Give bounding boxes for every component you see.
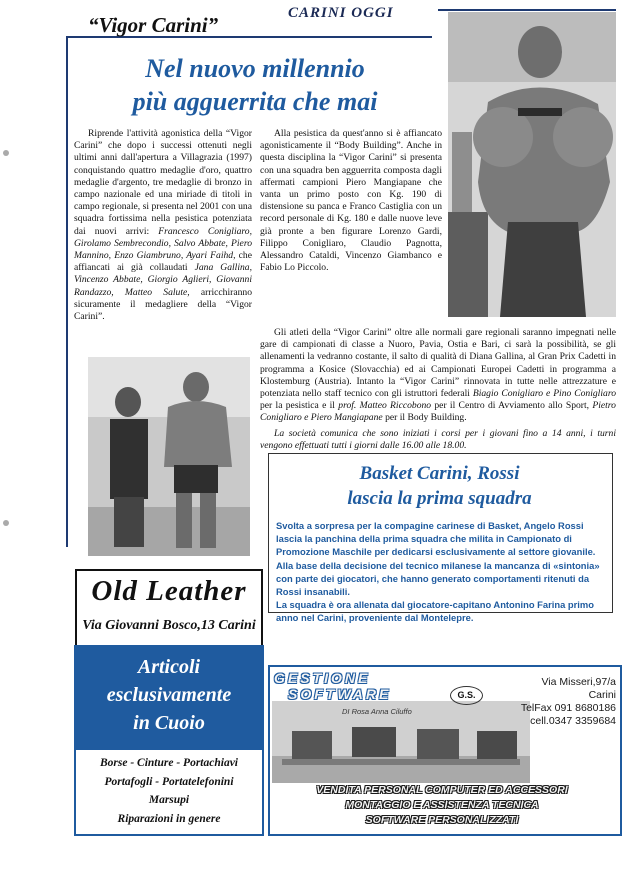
paragraph: Svolta a sorpresa per la compagine carinese di Basket, Angelo Rossi lascia la panchina della prima squadra che milita in Campionato di Promozione Maschile per dedicarsi esclusivamente al settore giovanile. xyxy=(276,520,596,558)
coach-names: Pietro Conigliaro e Piero Mangiapane xyxy=(260,400,616,424)
service-line: SOFTWARE PERSONALIZZATI xyxy=(365,814,519,826)
item-line: Portafogli - Portatelefonini xyxy=(104,775,234,788)
text-run: Riprende l'attività agonistica della “Vigor Carini” che dopo i successi ottenuti negli ultimi anni dall'apertura a Villagrazia (1997) conquistando quattro medaglie d'oro, quattro medaglie d'argento, tre medaglie di bronzo in campo nazionale ed una miriade di titoli in campo regionale, si presenta nel 2001 con una squadra fortissima nella pesistica potenziata dai nuovi arrivi: xyxy=(74,128,252,237)
frame-top-rule-right xyxy=(438,9,616,11)
binder-hole xyxy=(3,150,9,156)
owner-name: DI Rosa Anna Ciluffo xyxy=(342,707,412,716)
gs-logo: G.S. xyxy=(450,686,483,705)
title-line: Articoli xyxy=(137,656,201,678)
article-wide-section xyxy=(260,327,616,455)
brand-line: GESTIONE xyxy=(274,670,371,686)
text-run: per la pesistica e il xyxy=(260,400,339,412)
text-run: Gli atleti della “Vigor Carini” oltre alle normali gare regionali saranno impegnati nelle gare di campionati di classe a Nuoro, Pavia, Ostia e Bari, ci sarà la possibilità, se gli allenamenti la vedranno costante, il salto di qualità di Diana Gallina, al Gran Prix Cadetti in programma a Kosice (Slovacchia) ed ai Campionati Europei Cadetti in programma a Klostemburg (Austria). Intanto la “Vigor Carini” rinnovata in tutte nelle attrezzature e potenziata nello staff tecnico con gli istruttori federali xyxy=(260,327,616,400)
text-run: che affiancati ai già collaudati xyxy=(74,250,252,274)
headline-line: Basket Carini, Rossi xyxy=(359,463,520,484)
cell: cell.0347 3359684 xyxy=(530,715,616,727)
article-column-2 xyxy=(260,128,442,277)
city: Carini xyxy=(588,689,616,701)
gestione-software-brand xyxy=(274,670,424,703)
gestione-software-contact xyxy=(490,676,616,728)
headline-line: Nel nuovo millennio xyxy=(145,54,365,83)
headline-line: più agguerrita che mai xyxy=(132,87,378,116)
article-column-1 xyxy=(74,128,252,326)
section-title: “Vigor Carini” xyxy=(88,13,219,37)
athlete-names: Jana Gallina, Vincenzo Abbate, Giorgio Aglieri, Giovanni Randazzo, Matteo Salute, xyxy=(74,262,252,298)
service-line: VENDITA PERSONAL COMPUTER ED ACCESSORI xyxy=(316,784,568,796)
paragraph: La società comunica che sono iniziati i corsi per i giovani fino a 14 anni, i turni vengono effettuati tutti i giorni dalle 16.00 alle 18.00. xyxy=(260,427,616,451)
text-run: per il Body Building. xyxy=(382,412,467,424)
address: Via Misseri,97/a xyxy=(541,676,616,688)
coach-names: prof. Matteo Riccobono xyxy=(338,400,432,412)
item-line: Borse - Cinture - Portachiavi xyxy=(99,757,238,769)
item-line: Riparazioni in genere xyxy=(117,812,221,825)
text-run: per il Centro di Avviamento allo Sport, xyxy=(431,400,593,412)
article-headline xyxy=(70,52,440,118)
basket-body xyxy=(276,519,606,625)
paragraph: Alla pesistica da quest'anno si è affiancato agonisticamente il “Body Building”. Anche in questa disciplina la “Vigor Carini” si presenta con una squadra ben agguerrita composta dagli affermati campioni Piero Mangiapane che vanta un primo posto con Kg. 190 di distensione su panca e Franco Castiglia con un record personale di Kg. 180 e dalle nuove leve già pronte a ben figurare Lorenzo Gardi, Filippo Conigliaro, Claudio Pagnotta, Alessandro Cataldi, Vincenzo Giambanco e Fabio Lo Piccolo. xyxy=(260,128,442,274)
item-line: Marsupi xyxy=(148,794,190,806)
magazine-logo: CARINI OGGI xyxy=(288,5,394,21)
paragraph xyxy=(260,327,616,425)
paragraph: Alla base della decisione del tecnico milanese la mancanza di «sintonia» con parte dei giocatori, che hanno generato comportamenti ritenuti da Rossi insanabili. xyxy=(276,559,600,598)
gestione-software-services xyxy=(272,783,612,828)
binder-hole xyxy=(3,520,9,526)
frame-left-rule xyxy=(66,36,68,547)
old-leather-name: Old Leather xyxy=(91,575,247,607)
athletes-photo xyxy=(88,357,250,556)
title-line: in Cuoio xyxy=(133,712,205,734)
headline-line: lascia la prima squadra xyxy=(347,488,532,509)
service-line: MONTAGGIO E ASSISTENZA TECNICA xyxy=(345,799,539,811)
telfax: TelFax 091 8680186 xyxy=(520,702,616,714)
title-line: esclusivamente xyxy=(106,684,232,706)
leather-goods-items xyxy=(76,754,262,828)
paragraph: La squadra è ora allenata dal giocatore-capitano Antonino Farina primo anno nel Carini, proveniente dal Montelepre. xyxy=(276,599,594,624)
basket-headline xyxy=(272,461,607,511)
coach-names: Biagio Conigliaro e Pino Conigliaro xyxy=(472,388,616,400)
brand-line: SOFTWARE xyxy=(288,686,392,702)
leather-goods-title xyxy=(76,653,262,737)
bodybuilder-photo xyxy=(448,12,616,317)
text-run: arricchiranno sicuramente il medagliere della “Vigor Carini”. xyxy=(74,286,252,323)
athlete-names: Francesco Conigliaro, Girolamo Sembrecondio, Salvo Abbate, Piero Mannino, Enzo Giambruno, Ayari Faihd, xyxy=(74,225,252,262)
paragraph xyxy=(74,128,252,323)
old-leather-address: Via Giovanni Bosco,13 Carini xyxy=(82,618,256,633)
